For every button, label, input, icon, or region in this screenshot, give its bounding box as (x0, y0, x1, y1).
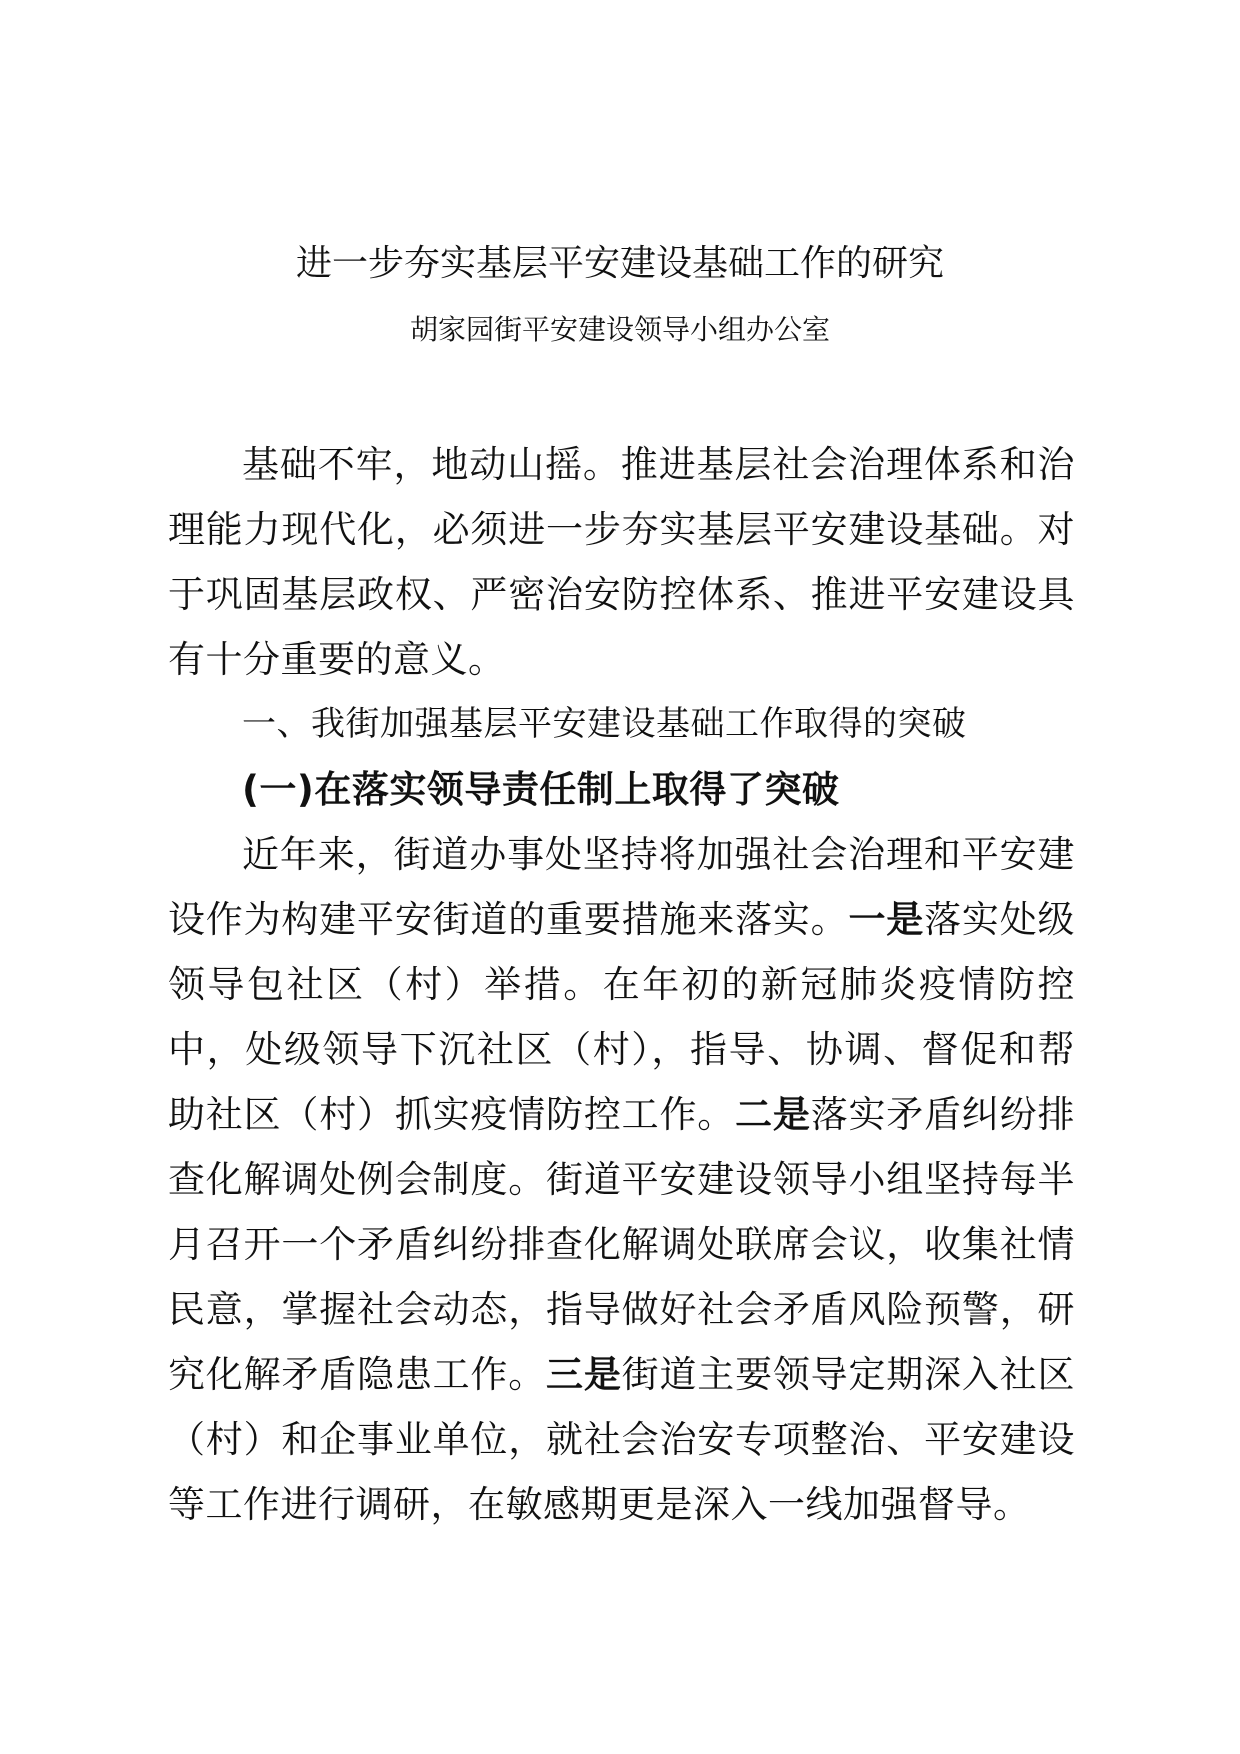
intro-paragraph: 基础不牢，地动山摇。推进基层社会治理体系和治理能力现代化，必须进一步夯实基层平安建设基础。对于巩固基层政权、严密治安防控体系、推进平安建设具有十分重要的意义。 (168, 443, 1075, 681)
paragraph-text: 落实矛盾纠纷排查化解调处例会制度。街道平安建设领导小组坚持每半月召开一个矛盾纠纷排查化解调处联席会议，收集社情民意，掌握社会动态，指导做好社会矛盾风险预警，研究化解矛盾隐患工作。 (168, 1093, 1076, 1396)
section-heading: 一、我街加强基层平安建设基础工作取得的突破 (242, 704, 967, 744)
body-paragraph (168, 822, 1075, 1537)
bold-marker: 一是 (848, 898, 925, 941)
paragraph-text: 落实处级领导包社区（村）举措。在年初的新冠肺炎疫情防控中，处级领导下沉社区（村），指导、协调、督促和帮助社区（村）抓实疫情防控工作。 (168, 898, 1076, 1136)
paragraph-text: 街道主要领导定期深入社区（村）和企事业单位，就社会治安专项整治、平安建设等工作进行调研，在敏感期更是深入一线加强督导。 (168, 1353, 1076, 1526)
bold-marker: 二是 (735, 1093, 811, 1136)
document-title: 进一步夯实基层平安建设基础工作的研究 (295, 243, 944, 284)
subsection-heading: (一)在落实领导责任制上取得了突破 (242, 768, 840, 811)
paragraph-text: 近年来，街道办事处坚持将加强社会治理和平安建设作为构建平安街道的重要措施来落实。 (168, 833, 1075, 941)
document-body (168, 432, 1075, 1537)
bold-marker: 三是 (546, 1353, 622, 1396)
document-subtitle: 胡家园街平安建设领导小组办公室 (409, 313, 830, 346)
